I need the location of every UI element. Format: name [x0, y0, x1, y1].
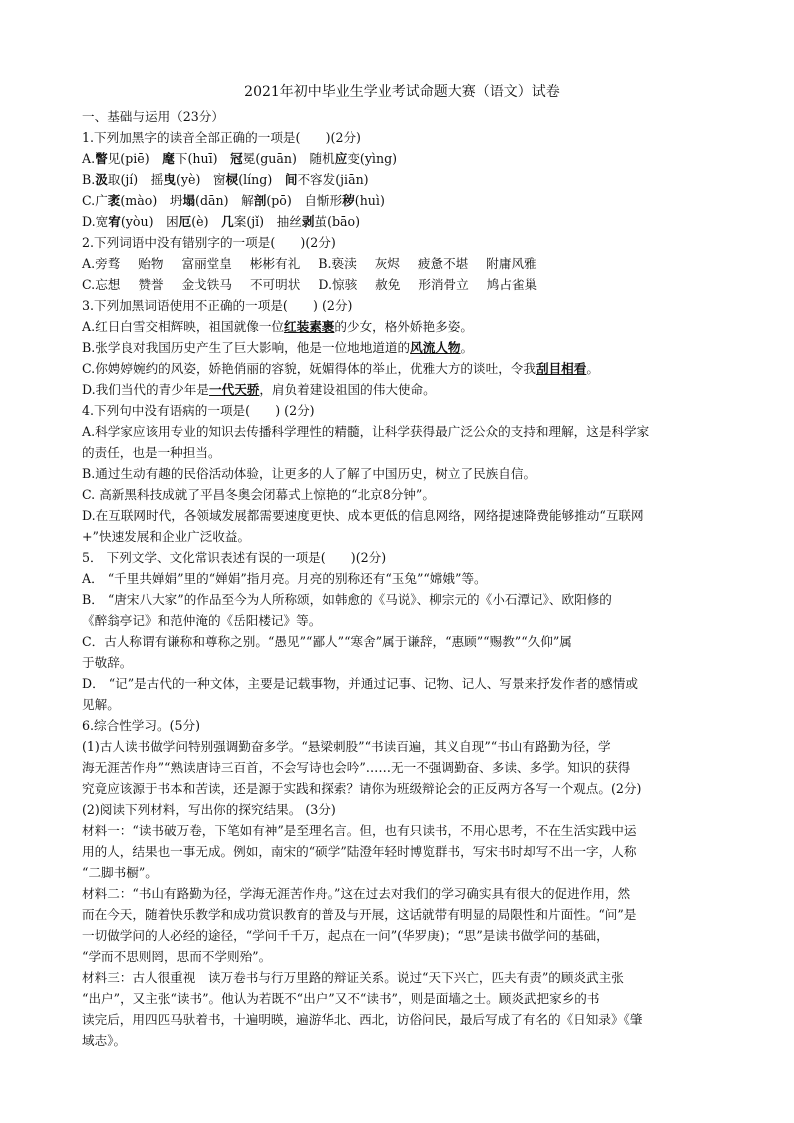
question-6-line: 而在今天，随着快乐教学和成功赏识教育的普及与开展，这话就带有明显的局限性和片面性。“问”是: [82, 907, 637, 922]
question-4-line: +”快速发展和企业广泛收益。: [82, 529, 251, 544]
question-6-line: 材料三：古人很重视 读万卷书与行万里路的辩证关系。说过“天下兴亡，匹夫有责”的顾炎武主张: [82, 970, 624, 985]
question-5-line: 于敬辞。: [82, 655, 133, 670]
question-2-row-cd: C.忘想 赞誉 金戈铁马 不可明状 D.惊骇 赦免 形消骨立 鸠占雀巢: [82, 277, 538, 292]
question-4-stem: 4.下列句中没有语病的一项是( ) (2分): [82, 403, 315, 418]
question-5-line: A． “千里共婵娟”里的“婵娟”指月亮。月亮的别称还有“玉兔”“嫦娥”等。: [82, 571, 487, 586]
question-6-line: (2)阅读下列材料，写出你的探究结果。 (3分): [82, 802, 336, 817]
question-6-stem: 6.综合性学习。(5分): [82, 718, 201, 733]
question-6-line: 海无涯苦作舟”“熟读唐诗三百首，不会写诗也会吟”……无一不强调勤奋、多读、多学。知识的获得: [82, 760, 631, 775]
question-6-line: “出户”，又主张“读书”。他认为若既不“出户”又不“读书”，则是面墙之士。顾炎武把家乡的书: [82, 991, 600, 1006]
question-5-line: D． “记”是古代的一种文体，主要是记载事物，并通过记事、记物、记人、写景来抒发作者的感情或: [82, 676, 638, 691]
question-1-option-c: C.广袤(mào) 坍塌(dān) 解剖(pō) 自惭形秽(huì): [82, 193, 385, 208]
question-6-line: “二脚书橱”。: [82, 865, 158, 880]
question-1-option-b: B.汲取(jí) 摇曳(yè) 窗棂(líng) 间不容发(jiān): [82, 172, 369, 187]
exam-content: [82, 82, 722, 1051]
page-title: 2021年初中毕业生学业考试命题大赛（语文）试卷: [244, 84, 560, 100]
section-heading: 一、基础与运用（23分）: [82, 109, 224, 124]
question-3-option-c: C.你娉婷婉约的风姿，娇艳俏丽的容貌，妩媚得体的举止，优雅大方的谈吐，令我刮目相看。: [82, 361, 599, 376]
question-4-line: B.通过生动有趣的民俗活动体验，让更多的人了解了中国历史，树立了民族自信。: [82, 466, 537, 481]
question-3-option-d: D.我们当代的青少年是一代天骄，肩负着建设祖国的伟大使命。: [82, 382, 436, 397]
question-4-line: D.在互联网时代，各领域发展都需要速度更快、成本更低的信息网络，网络提速降费能够推动“互联网: [82, 508, 644, 523]
question-6-line: 究竟应该源于书本和苦读，还是源于实践和探索？请你为班级辩论会的正反两方各写一个观点。(2分): [82, 781, 642, 796]
question-4-line: A.科学家应该用专业的知识去传播科学理性的精髓，让科学获得最广泛公众的支持和理解，这是科学家: [82, 424, 650, 439]
question-6-line: 读完后，用四匹马驮着书，十遍明暎，遍游华北、西北，访俗问民，最后写成了有名的《日知录》《肇: [82, 1012, 643, 1027]
question-5-line: 见解。: [82, 697, 120, 712]
question-4-line: C. 高新黑科技成就了平昌冬奥会闭幕式上惊艳的“北京8分钟”。: [82, 487, 435, 502]
question-1-option-a: A.瞥见(piē) 麾下(huī) 冠冕(guān) 随机应变(yìng): [82, 151, 398, 166]
question-3-stem: 3.下列加黑词语使用不正确的一项是( ) (2分): [82, 298, 353, 313]
question-6-line: 一切做学问的人必经的途径，“学问千千万，起点在一问”(华罗庚)；“思”是读书做学问的基础，: [82, 928, 609, 943]
question-6-line: 材料二：“书山有路勤为径，学海无涯苦作舟。”这在过去对我们的学习确实具有很大的促进作用，然: [82, 886, 631, 901]
question-3-option-b: B.张学良对我国历史产生了巨大影响，他是一位地地道道的风流人物。: [82, 340, 474, 355]
question-4-line: 的责任，也是一种担当。: [82, 445, 221, 460]
question-6-line: “学而不思则罔，思而不学则殆”。: [82, 949, 272, 964]
question-5-stem: 5． 下列文学、文化常识表述有误的一项是( )(2分): [82, 550, 387, 565]
question-6-line: 用的人，结果也一事无成。例如，南宋的“硕学”陆澄年轻时博览群书，写宋书时却写不出一字，人称: [82, 844, 637, 859]
question-2-row-ab: A.旁骛 贻物 富丽堂皇 彬彬有礼 B.亵渎 灰烬 疲惫不堪 附庸风雅: [82, 256, 537, 271]
question-5-line: B． “唐宋八大家”的作品至今为人所称颂，如韩愈的《马说》、柳宗元的《小石潭记》、欧阳修的: [82, 592, 612, 607]
question-2-stem: 2.下列词语中没有错别字的一项是( )(2分): [82, 235, 336, 250]
question-6-line: 材料一：“读书破万卷，下笔如有神”是至理名言。但，也有只读书，不用心思考，不在生活实践中运: [82, 823, 637, 838]
question-1-option-d: D.宽宥(yòu) 困厄(è) 几案(jǐ) 抽丝剥茧(bāo): [82, 214, 361, 229]
question-5-line: 《醉翁亭记》和范仲淹的《岳阳楼记》等。: [82, 613, 322, 628]
question-1-stem: 1.下列加黑字的读音全部正确的一项是( )(2分): [82, 130, 361, 145]
question-3-option-a: A.红日白雪交相辉映，祖国就像一位红装素裹的少女，格外娇艳多姿。: [82, 319, 473, 334]
question-6-line: (1)古人读书做学问特别强调勤奋多学。“悬梁刺股”“书读百遍，其义自现”“书山有路勤为径，学: [82, 739, 611, 754]
question-6-line: 域志》。: [82, 1033, 127, 1048]
question-5-line: C．古人称谓有谦称和尊称之别。“愚见”“鄙人”“寒舍”属于谦辞，“惠顾”“赐教”“久仰”属: [82, 634, 572, 649]
